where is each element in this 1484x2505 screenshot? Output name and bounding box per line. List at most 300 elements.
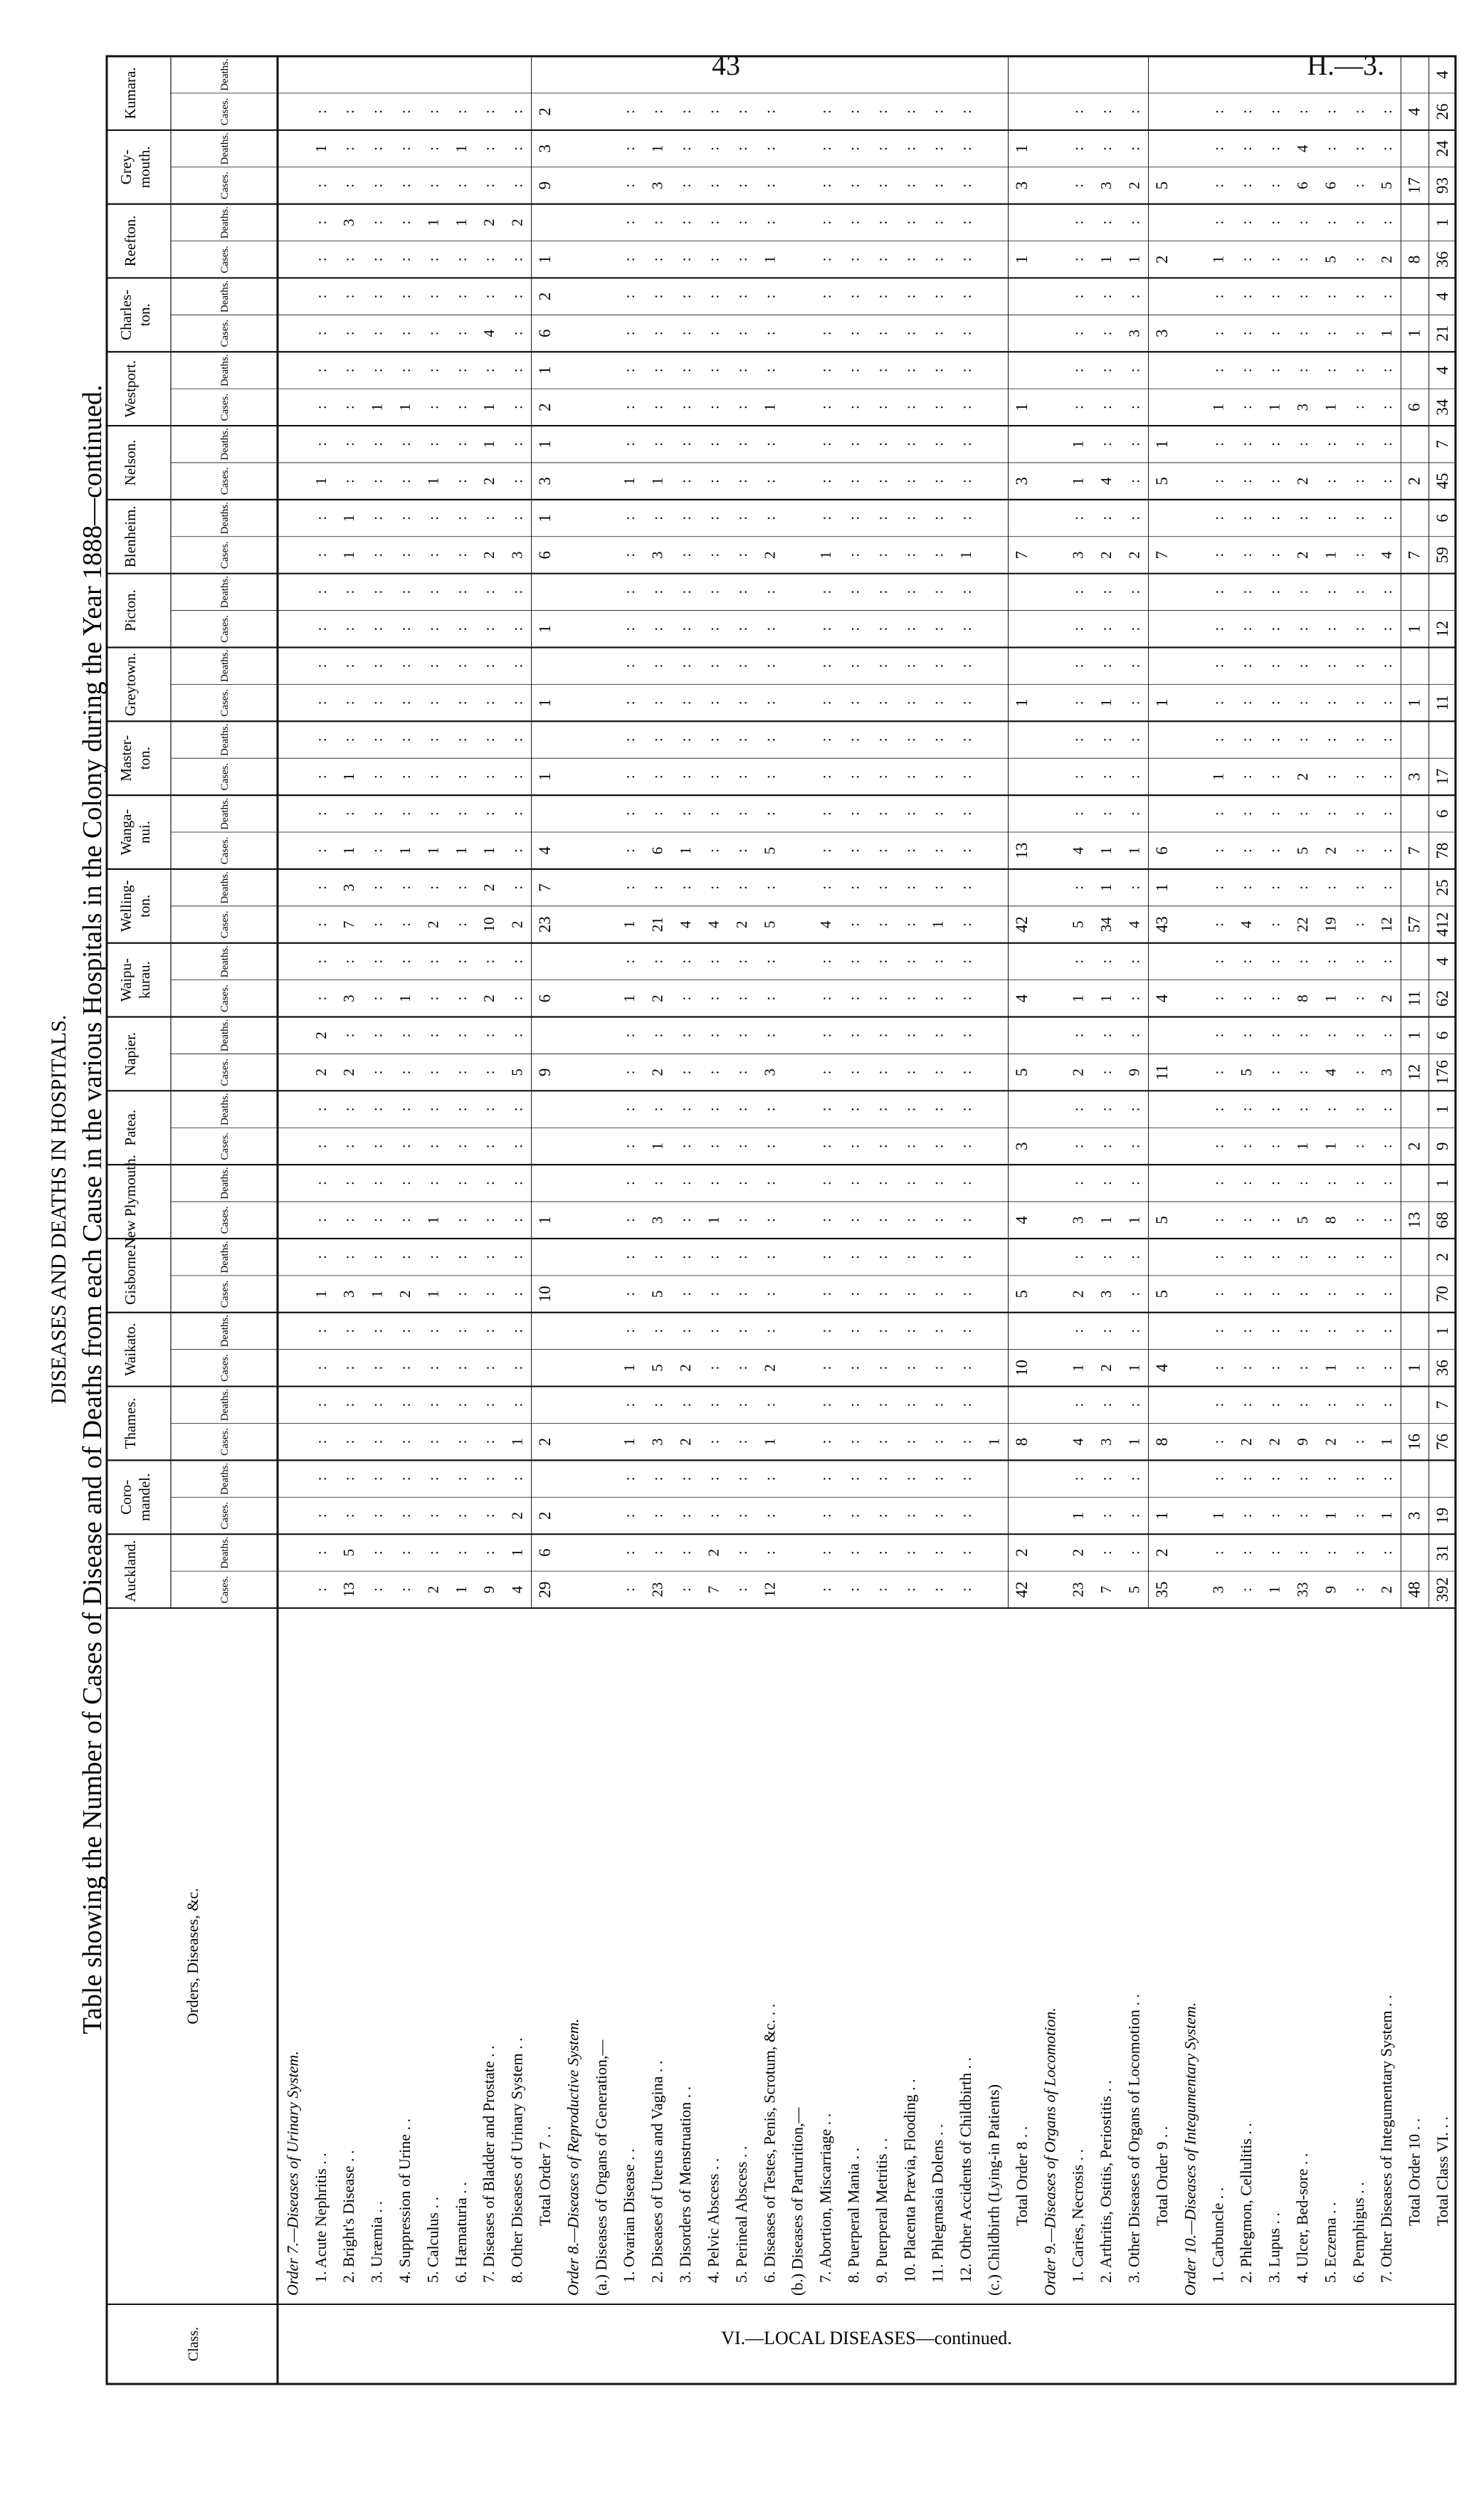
table-cell: : bbox=[424, 515, 442, 520]
table-cell: : bbox=[873, 996, 890, 1001]
table-cell: : bbox=[1098, 1328, 1115, 1333]
table-cell: : bbox=[340, 663, 358, 668]
table-cell: 3 bbox=[1098, 1290, 1115, 1298]
table-cell: : bbox=[508, 663, 526, 668]
table-cell: : bbox=[1265, 922, 1283, 927]
table-cell: 1 bbox=[1125, 1364, 1143, 1372]
table-cell: 2 bbox=[340, 1068, 358, 1076]
table-cell: : bbox=[957, 959, 975, 964]
table-cell: : bbox=[761, 1402, 779, 1407]
table-cell: : bbox=[817, 331, 835, 336]
table-cell: : bbox=[732, 1587, 750, 1592]
row-label: Total Order 8 . . bbox=[1012, 2126, 1031, 2226]
table-cell: : bbox=[929, 1218, 947, 1222]
table-cell: : bbox=[1238, 812, 1256, 816]
table-cell: : bbox=[648, 257, 666, 262]
table-cell: : bbox=[1322, 626, 1340, 631]
table-cell: : bbox=[1069, 589, 1087, 594]
table-cell: 5 bbox=[1152, 181, 1171, 190]
table-cell: : bbox=[873, 1218, 890, 1222]
table-cell: : bbox=[1238, 959, 1256, 964]
table-cell: : bbox=[424, 1476, 442, 1481]
table-cell: : bbox=[901, 1254, 919, 1259]
table-cell: 1 bbox=[340, 551, 358, 559]
table-cell: : bbox=[929, 442, 947, 446]
table-cell: 7 bbox=[1433, 1400, 1451, 1409]
table-cell: : bbox=[1293, 737, 1311, 742]
table-cell: 2 bbox=[1405, 477, 1424, 485]
table-cell: : bbox=[340, 812, 358, 816]
table-cell: : bbox=[873, 774, 890, 779]
table-cell: : bbox=[1265, 1070, 1283, 1075]
table-cell: : bbox=[1238, 1291, 1256, 1296]
table-cell: : bbox=[1238, 1365, 1256, 1370]
table-cell: 1 bbox=[929, 920, 947, 929]
table-cell: : bbox=[452, 1144, 470, 1149]
table-cell: 9 bbox=[536, 181, 554, 190]
table-cell: : bbox=[1322, 663, 1340, 668]
table-cell: : bbox=[817, 1476, 835, 1481]
table-cell: : bbox=[705, 774, 722, 779]
table-cell: : bbox=[1265, 1181, 1283, 1186]
table-cell: : bbox=[817, 1513, 835, 1518]
table-cell: 3 bbox=[1012, 181, 1031, 190]
table-cell: : bbox=[873, 663, 890, 668]
table-cell: : bbox=[705, 109, 722, 114]
table-cell: : bbox=[1293, 626, 1311, 631]
table-cell: 10 bbox=[1012, 1360, 1031, 1377]
table-cell: : bbox=[452, 294, 470, 299]
table-cell: : bbox=[480, 1144, 498, 1149]
table-cell: : bbox=[732, 552, 750, 557]
table-cell: : bbox=[901, 849, 919, 853]
table-cell: : bbox=[929, 1402, 947, 1407]
table-cell: : bbox=[1293, 442, 1311, 446]
table-cell: : bbox=[705, 626, 722, 631]
table-cell: : bbox=[424, 959, 442, 964]
table-cell: : bbox=[1349, 368, 1367, 373]
table-cell: : bbox=[873, 442, 890, 446]
table-cell: 26 bbox=[1433, 103, 1451, 120]
table-cell: 2 bbox=[1069, 1290, 1087, 1298]
table-cell: : bbox=[677, 552, 695, 557]
table-cell: : bbox=[957, 1107, 975, 1112]
table-cell: : bbox=[817, 478, 835, 483]
table-cell: 7 bbox=[1433, 440, 1451, 448]
table-cell: : bbox=[1349, 922, 1367, 927]
table-cell: 2 bbox=[677, 1364, 695, 1372]
row-label: 9. Puerperal Metritis . . bbox=[872, 2138, 890, 2283]
table-cell: 11 bbox=[1152, 1064, 1171, 1081]
table-cell: : bbox=[873, 1513, 890, 1518]
table-cell: : bbox=[1349, 700, 1367, 705]
table-cell: : bbox=[705, 1513, 722, 1518]
table-cell: : bbox=[1349, 1144, 1367, 1149]
table-cell: : bbox=[1293, 663, 1311, 668]
table-cell: : bbox=[1125, 442, 1143, 446]
table-cell: 1 bbox=[424, 477, 442, 485]
table-cell: : bbox=[312, 626, 330, 631]
table-cell: : bbox=[508, 1291, 526, 1296]
table-cell: : bbox=[1238, 996, 1256, 1001]
table-cell: : bbox=[677, 146, 695, 151]
table-cell: 24 bbox=[1433, 140, 1451, 157]
table-cell: : bbox=[621, 1587, 638, 1592]
table-cell: 1 bbox=[1405, 1031, 1424, 1040]
table-cell: : bbox=[312, 294, 330, 299]
table-cell: : bbox=[845, 1328, 863, 1333]
table-cell: : bbox=[845, 1402, 863, 1407]
table-cell: : bbox=[1322, 1328, 1340, 1333]
table-cell: : bbox=[368, 442, 386, 446]
table-cell: : bbox=[396, 478, 414, 483]
table-cell: : bbox=[957, 146, 975, 151]
table-cell: : bbox=[901, 959, 919, 964]
table-cell: : bbox=[340, 626, 358, 631]
row-label: 3. Lupus . . bbox=[1265, 2212, 1283, 2283]
table-cell: : bbox=[1098, 368, 1115, 373]
table-cell: : bbox=[873, 515, 890, 520]
table-cell: : bbox=[1293, 1181, 1311, 1186]
table-cell: 1 bbox=[1098, 846, 1115, 855]
table-cell: 42 bbox=[1012, 916, 1031, 933]
row-label: Order 8.—Diseases of Reproductive System. bbox=[564, 2018, 582, 2296]
table-cell: : bbox=[1209, 331, 1227, 336]
table-cell: 2 bbox=[424, 920, 442, 929]
table-cell: : bbox=[396, 183, 414, 188]
table-cell: 4 bbox=[1152, 1363, 1171, 1372]
table-cell: : bbox=[1098, 1254, 1115, 1259]
table-cell: 1 bbox=[621, 1364, 638, 1372]
row-label: 2. Phlegmon, Cellulitis . . bbox=[1237, 2123, 1256, 2283]
table-cell: : bbox=[312, 1513, 330, 1518]
table-cell: : bbox=[396, 885, 414, 890]
table-cell: 2 bbox=[648, 1068, 666, 1076]
table-cell: : bbox=[424, 552, 442, 557]
row-label: 8. Puerperal Mania . . bbox=[844, 2148, 863, 2283]
table-cell: 5 bbox=[648, 1290, 666, 1298]
table-cell: : bbox=[480, 663, 498, 668]
table-cell: : bbox=[1098, 405, 1115, 410]
table-cell: 2 bbox=[1378, 256, 1396, 263]
table-cell: : bbox=[340, 331, 358, 336]
table-cell: : bbox=[1209, 849, 1227, 853]
table-cell: : bbox=[508, 1254, 526, 1259]
table-cell: : bbox=[1265, 1513, 1283, 1518]
cases-header: Cases. bbox=[219, 98, 231, 126]
table-cell: : bbox=[901, 996, 919, 1001]
table-cell: : bbox=[1209, 1476, 1227, 1481]
table-cell: : bbox=[1125, 405, 1143, 410]
table-cell: : bbox=[1098, 1033, 1115, 1038]
table-cell: 1 bbox=[1152, 883, 1171, 892]
table-cell: : bbox=[705, 146, 722, 151]
table-cell: : bbox=[1378, 589, 1396, 594]
table-cell: 1 bbox=[1265, 403, 1283, 411]
table-cell: 6 bbox=[536, 1548, 554, 1557]
table-cell: : bbox=[508, 1476, 526, 1481]
table-cell: : bbox=[1098, 146, 1115, 151]
table-cell: : bbox=[452, 331, 470, 336]
table-cell: : bbox=[732, 1070, 750, 1075]
table-cell: : bbox=[817, 368, 835, 373]
table-cell: : bbox=[1322, 1550, 1340, 1555]
table-cell: : bbox=[705, 1328, 722, 1333]
table-cell: 1 bbox=[452, 1585, 470, 1594]
table-cell: : bbox=[312, 700, 330, 705]
table-cell: 43 bbox=[1152, 916, 1171, 933]
table-cell: 29 bbox=[536, 1581, 554, 1598]
table-cell: : bbox=[1125, 589, 1143, 594]
table-cell: : bbox=[312, 552, 330, 557]
table-cell: 4 bbox=[1433, 292, 1451, 301]
table-cell: : bbox=[312, 885, 330, 890]
table-cell: : bbox=[817, 1587, 835, 1592]
table-cell: : bbox=[1238, 146, 1256, 151]
table-cell: : bbox=[1209, 1070, 1227, 1075]
table-cell: : bbox=[1322, 1476, 1340, 1481]
table-cell: : bbox=[1238, 663, 1256, 668]
table-cell: 3 bbox=[1012, 477, 1031, 485]
table-cell: : bbox=[1265, 1254, 1283, 1259]
row-label: 3. Other Diseases of Organs of Locomotion . . bbox=[1125, 1994, 1143, 2283]
table-cell: : bbox=[1069, 109, 1087, 114]
table-cell: : bbox=[677, 478, 695, 483]
table-cell: : bbox=[873, 1070, 890, 1075]
table-cell: : bbox=[1293, 1291, 1311, 1296]
table-cell: : bbox=[396, 331, 414, 336]
table-cell: : bbox=[957, 257, 975, 262]
table-cell: : bbox=[312, 737, 330, 742]
table-cell: : bbox=[1378, 368, 1396, 373]
table-cell: : bbox=[761, 885, 779, 890]
table-cell: 19 bbox=[1322, 917, 1340, 933]
table-cell: : bbox=[1378, 1402, 1396, 1407]
table-cell: : bbox=[1209, 552, 1227, 557]
table-cell: : bbox=[368, 885, 386, 890]
table-cell: 1 bbox=[1125, 1216, 1143, 1224]
table-cell: : bbox=[817, 849, 835, 853]
table-cell: : bbox=[873, 552, 890, 557]
table-cell: : bbox=[396, 1033, 414, 1038]
row-label: 5. Eczema . . bbox=[1321, 2202, 1340, 2283]
table-cell: 2 bbox=[1012, 1548, 1031, 1557]
table-cell: 10 bbox=[536, 1286, 554, 1303]
table-cell: : bbox=[368, 996, 386, 1001]
table-cell: : bbox=[901, 1439, 919, 1444]
table-cell: : bbox=[368, 1218, 386, 1222]
table-cell: : bbox=[1125, 478, 1143, 483]
table-cell: : bbox=[396, 1181, 414, 1186]
table-cell: : bbox=[929, 405, 947, 410]
table-cell: : bbox=[508, 1033, 526, 1038]
table-cell: 11 bbox=[1405, 990, 1424, 1007]
table-cell: : bbox=[1349, 1476, 1367, 1481]
table-cell: : bbox=[648, 109, 666, 114]
table-cell: : bbox=[1349, 405, 1367, 410]
table-cell: : bbox=[1293, 294, 1311, 299]
table-cell: : bbox=[817, 737, 835, 742]
table-cell: : bbox=[901, 1033, 919, 1038]
table-cell: : bbox=[957, 589, 975, 594]
table-cell: : bbox=[677, 1144, 695, 1149]
table-cell: : bbox=[957, 1402, 975, 1407]
table-cell: 1 bbox=[1012, 145, 1031, 153]
table-cell: : bbox=[452, 1181, 470, 1186]
table-cell: 7 bbox=[1098, 1585, 1115, 1594]
table-cell: 2 bbox=[705, 1548, 722, 1557]
table-cell: : bbox=[452, 1291, 470, 1296]
table-cell: 8 bbox=[1293, 994, 1311, 1002]
row-label: (b.) Diseases of Parturition,— bbox=[788, 2107, 806, 2296]
table-cell: 2 bbox=[1069, 1548, 1087, 1557]
table-cell: 1 bbox=[396, 846, 414, 855]
table-cell: 1 bbox=[1152, 698, 1171, 708]
deaths-header: Deaths. bbox=[219, 502, 231, 535]
table-cell: 22 bbox=[1293, 917, 1311, 933]
table-cell: 2 bbox=[1265, 1438, 1283, 1446]
table-cell: : bbox=[929, 885, 947, 890]
table-cell: : bbox=[705, 552, 722, 557]
table-cell: : bbox=[312, 1181, 330, 1186]
deaths-header: Deaths. bbox=[219, 1462, 231, 1496]
table-cell: : bbox=[1209, 109, 1227, 114]
table-cell: : bbox=[480, 1365, 498, 1370]
table-cell: 4 bbox=[817, 920, 835, 929]
table-cell: 4 bbox=[1238, 920, 1256, 929]
table-cell: 6 bbox=[1433, 514, 1451, 522]
table-cell: : bbox=[1293, 257, 1311, 262]
table-cell: : bbox=[508, 1365, 526, 1370]
table-cell: : bbox=[845, 294, 863, 299]
table-cell: : bbox=[1378, 1291, 1396, 1296]
table-cell: : bbox=[929, 257, 947, 262]
table-cell: : bbox=[732, 1033, 750, 1038]
table-cell: : bbox=[508, 589, 526, 594]
table-cell: : bbox=[1238, 220, 1256, 225]
table-cell: : bbox=[368, 331, 386, 336]
table-cell: 1 bbox=[1069, 440, 1087, 448]
table-cell: : bbox=[1322, 368, 1340, 373]
table-cell: : bbox=[396, 1476, 414, 1481]
table-cell: : bbox=[1238, 368, 1256, 373]
table-cell: : bbox=[1069, 146, 1087, 151]
table-cell: : bbox=[873, 885, 890, 890]
table-cell: : bbox=[1098, 1181, 1115, 1186]
table-cell: : bbox=[1125, 737, 1143, 742]
table-cell: : bbox=[424, 1550, 442, 1555]
table-cell: : bbox=[705, 1181, 722, 1186]
table-cell: : bbox=[705, 478, 722, 483]
table-cell: : bbox=[957, 922, 975, 927]
table-cell: : bbox=[845, 737, 863, 742]
table-cell: : bbox=[1322, 812, 1340, 816]
table-cell: : bbox=[452, 552, 470, 557]
table-cell: : bbox=[873, 294, 890, 299]
table-cell: : bbox=[1238, 700, 1256, 705]
table-cell: : bbox=[1265, 331, 1283, 336]
table-cell: : bbox=[1125, 1513, 1143, 1518]
table-cell: 4 bbox=[1069, 1438, 1087, 1446]
table-cell: : bbox=[761, 294, 779, 299]
table-cell: : bbox=[1265, 552, 1283, 557]
table-cell: : bbox=[312, 849, 330, 853]
table-cell: : bbox=[621, 146, 638, 151]
table-cell: : bbox=[929, 1107, 947, 1112]
table-cell: : bbox=[621, 183, 638, 188]
table-cell: : bbox=[705, 1291, 722, 1296]
table-cell: : bbox=[340, 1033, 358, 1038]
table-cell: : bbox=[732, 257, 750, 262]
table-cell: 8 bbox=[1152, 1437, 1171, 1446]
table-cell: 48 bbox=[1405, 1581, 1424, 1598]
table-cell: 2 bbox=[1238, 1438, 1256, 1446]
table-cell: : bbox=[508, 1181, 526, 1186]
table-cell: : bbox=[508, 183, 526, 188]
table-cell: 19 bbox=[1433, 1507, 1451, 1524]
table-cell: : bbox=[648, 220, 666, 225]
table-cell: : bbox=[1069, 405, 1087, 410]
table-cell: : bbox=[368, 922, 386, 927]
table-cell: : bbox=[845, 996, 863, 1001]
table-cell: : bbox=[648, 1107, 666, 1112]
table-cell: : bbox=[873, 368, 890, 373]
table-cell: 13 bbox=[1012, 842, 1031, 859]
table-cell: : bbox=[817, 626, 835, 631]
table-cell: : bbox=[508, 368, 526, 373]
table-cell: 2 bbox=[536, 292, 554, 301]
table-cell: : bbox=[957, 1070, 975, 1075]
table-cell: : bbox=[452, 737, 470, 742]
table-cell: : bbox=[1349, 515, 1367, 520]
table-cell: : bbox=[452, 515, 470, 520]
table-cell: : bbox=[873, 700, 890, 705]
table-cell: : bbox=[1349, 959, 1367, 964]
table-cell: 2 bbox=[761, 551, 779, 559]
table-cell: : bbox=[929, 1254, 947, 1259]
table-cell: 1 bbox=[1322, 1511, 1340, 1520]
table-cell: : bbox=[705, 442, 722, 446]
table-cell: : bbox=[1322, 294, 1340, 299]
table-cell: : bbox=[368, 109, 386, 114]
table-cell: : bbox=[480, 700, 498, 705]
table-cell: 12 bbox=[1405, 1064, 1424, 1081]
table-cell: : bbox=[340, 1254, 358, 1259]
table-cell: : bbox=[480, 1181, 498, 1186]
table-cell: 2 bbox=[1069, 1068, 1087, 1076]
table-cell: : bbox=[1378, 1107, 1396, 1112]
table-cell: : bbox=[368, 1439, 386, 1444]
table-cell: : bbox=[1265, 294, 1283, 299]
table-cell: 7 bbox=[536, 883, 554, 892]
table-cell: : bbox=[312, 1587, 330, 1592]
cases-header: Cases. bbox=[219, 1428, 231, 1456]
table-cell: 1 bbox=[340, 514, 358, 522]
table-cell: : bbox=[817, 109, 835, 114]
table-cell: : bbox=[761, 774, 779, 779]
table-cell: : bbox=[424, 700, 442, 705]
table-cell: : bbox=[901, 1365, 919, 1370]
table-cell: 11 bbox=[1433, 695, 1451, 711]
table-cell: : bbox=[508, 1218, 526, 1222]
table-cell: : bbox=[368, 552, 386, 557]
table-cell: : bbox=[452, 1107, 470, 1112]
table-cell: : bbox=[732, 1254, 750, 1259]
hospital-name: Greytown. bbox=[122, 652, 139, 716]
hospital-name: New Plymouth. bbox=[122, 1155, 139, 1249]
table-cell: 5 bbox=[1322, 256, 1340, 263]
table-cell: : bbox=[901, 626, 919, 631]
